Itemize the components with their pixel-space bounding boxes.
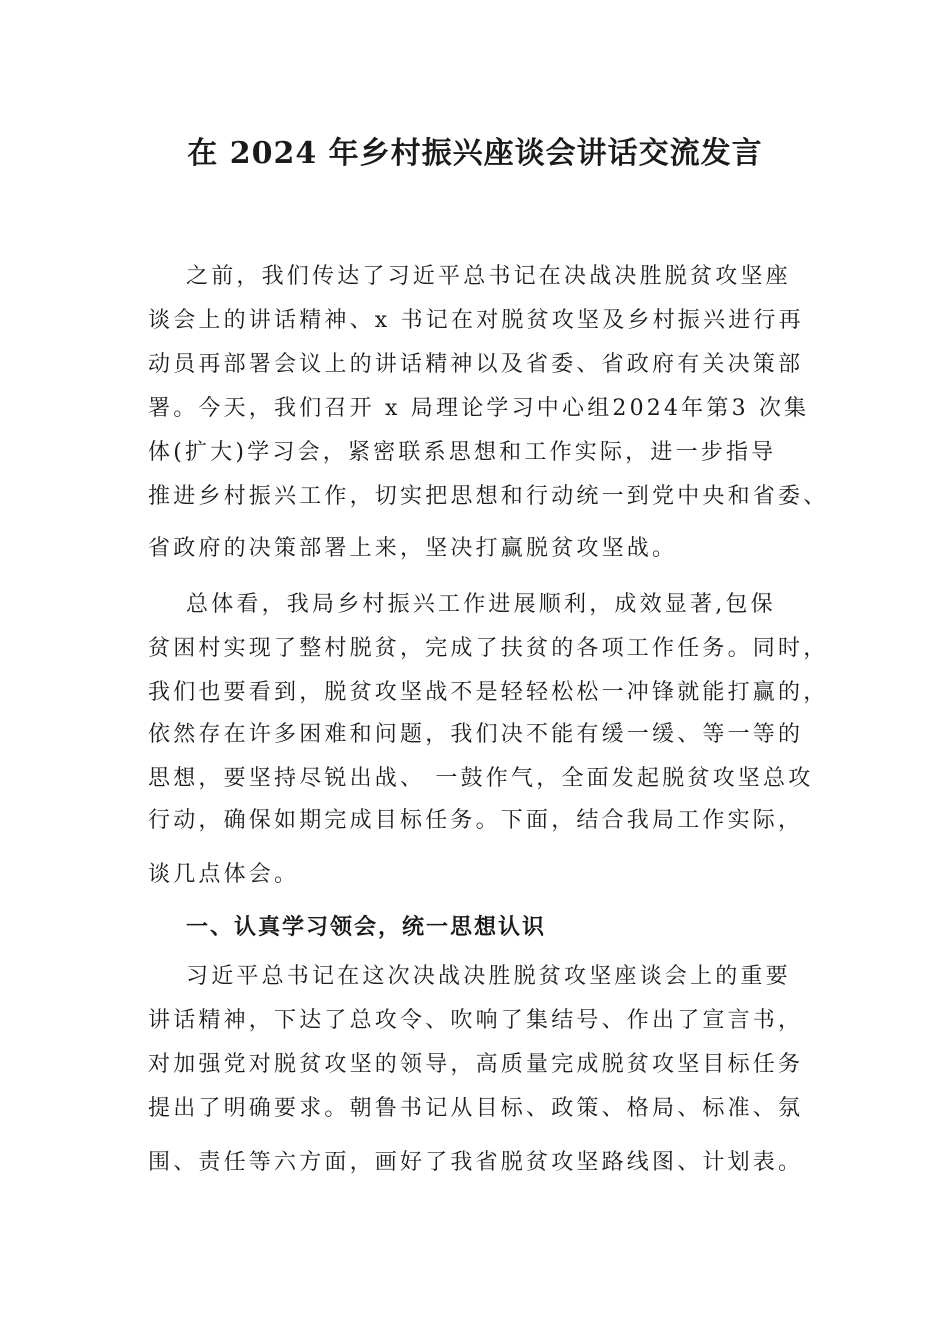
paragraph-2-line-1: 总体看，我局乡村振兴工作进展顺利，成效显著,包保 — [186, 592, 776, 617]
paragraph-3-line-4: 提出了明确要求。朝鲁书记从目标、政策、格局、标准、氛 — [148, 1096, 804, 1121]
paragraph-2-line-6: 行动，确保如期完成目标任务。下面，结合我局工作实际， — [148, 808, 804, 833]
paragraph-1-line-6: 推进乡村振兴工作，切实把思想和行动统一到党中央和省委、 — [148, 484, 829, 509]
paragraph-2-line-7: 谈几点体会。 — [148, 862, 300, 887]
section-1-heading: 一、认真学习领会，统一思想认识 — [186, 914, 547, 940]
document-title: 在 2024 年乡村振兴座谈会讲话交流发言 — [187, 136, 763, 171]
paragraph-2-line-4: 依然存在许多困难和问题，我们决不能有缓一缓、等一等的 — [148, 722, 804, 747]
paragraph-1-line-2: 谈会上的讲话精神、x 书记在对脱贫攻坚及乡村振兴进行再 — [148, 308, 804, 333]
paragraph-2-line-3: 我们也要看到，脱贫攻坚战不是轻轻松松一冲锋就能打赢的， — [148, 680, 829, 705]
paragraph-2-line-5: 思想，要坚持尽锐出战、 一鼓作气，全面发起脱贫攻坚总攻 — [148, 766, 814, 791]
paragraph-1-line-4: 署。今天，我们召开 x 局理论学习中心组2024年第3 次集 — [148, 396, 810, 421]
paragraph-1-line-3: 动员再部署会议上的讲话精神以及省委、省政府有关决策部 — [148, 352, 804, 377]
paragraph-3-line-3: 对加强党对脱贫攻坚的领导，高质量完成脱贫攻坚目标任务 — [148, 1052, 804, 1077]
paragraph-1-line-1: 之前，我们传达了习近平总书记在决战决胜脱贫攻坚座 — [186, 264, 791, 289]
paragraph-3-line-2: 讲话精神，下达了总攻令、吹响了集结号、作出了宣言书， — [148, 1008, 804, 1033]
paragraph-3-line-5: 围、责任等六方面，画好了我省脱贫攻坚路线图、计划表。 — [148, 1150, 804, 1175]
paragraph-2-line-2: 贫困村实现了整村脱贫，完成了扶贫的各项工作任务。同时， — [148, 636, 829, 661]
paragraph-1-line-7: 省政府的决策部署上来，坚决打赢脱贫攻坚战。 — [148, 536, 678, 561]
paragraph-1-line-5: 体(扩大)学习会，紧密联系思想和工作实际，进一步指导 — [148, 440, 777, 465]
paragraph-3-line-1: 习近平总书记在这次决战决胜脱贫攻坚座谈会上的重要 — [186, 964, 791, 989]
